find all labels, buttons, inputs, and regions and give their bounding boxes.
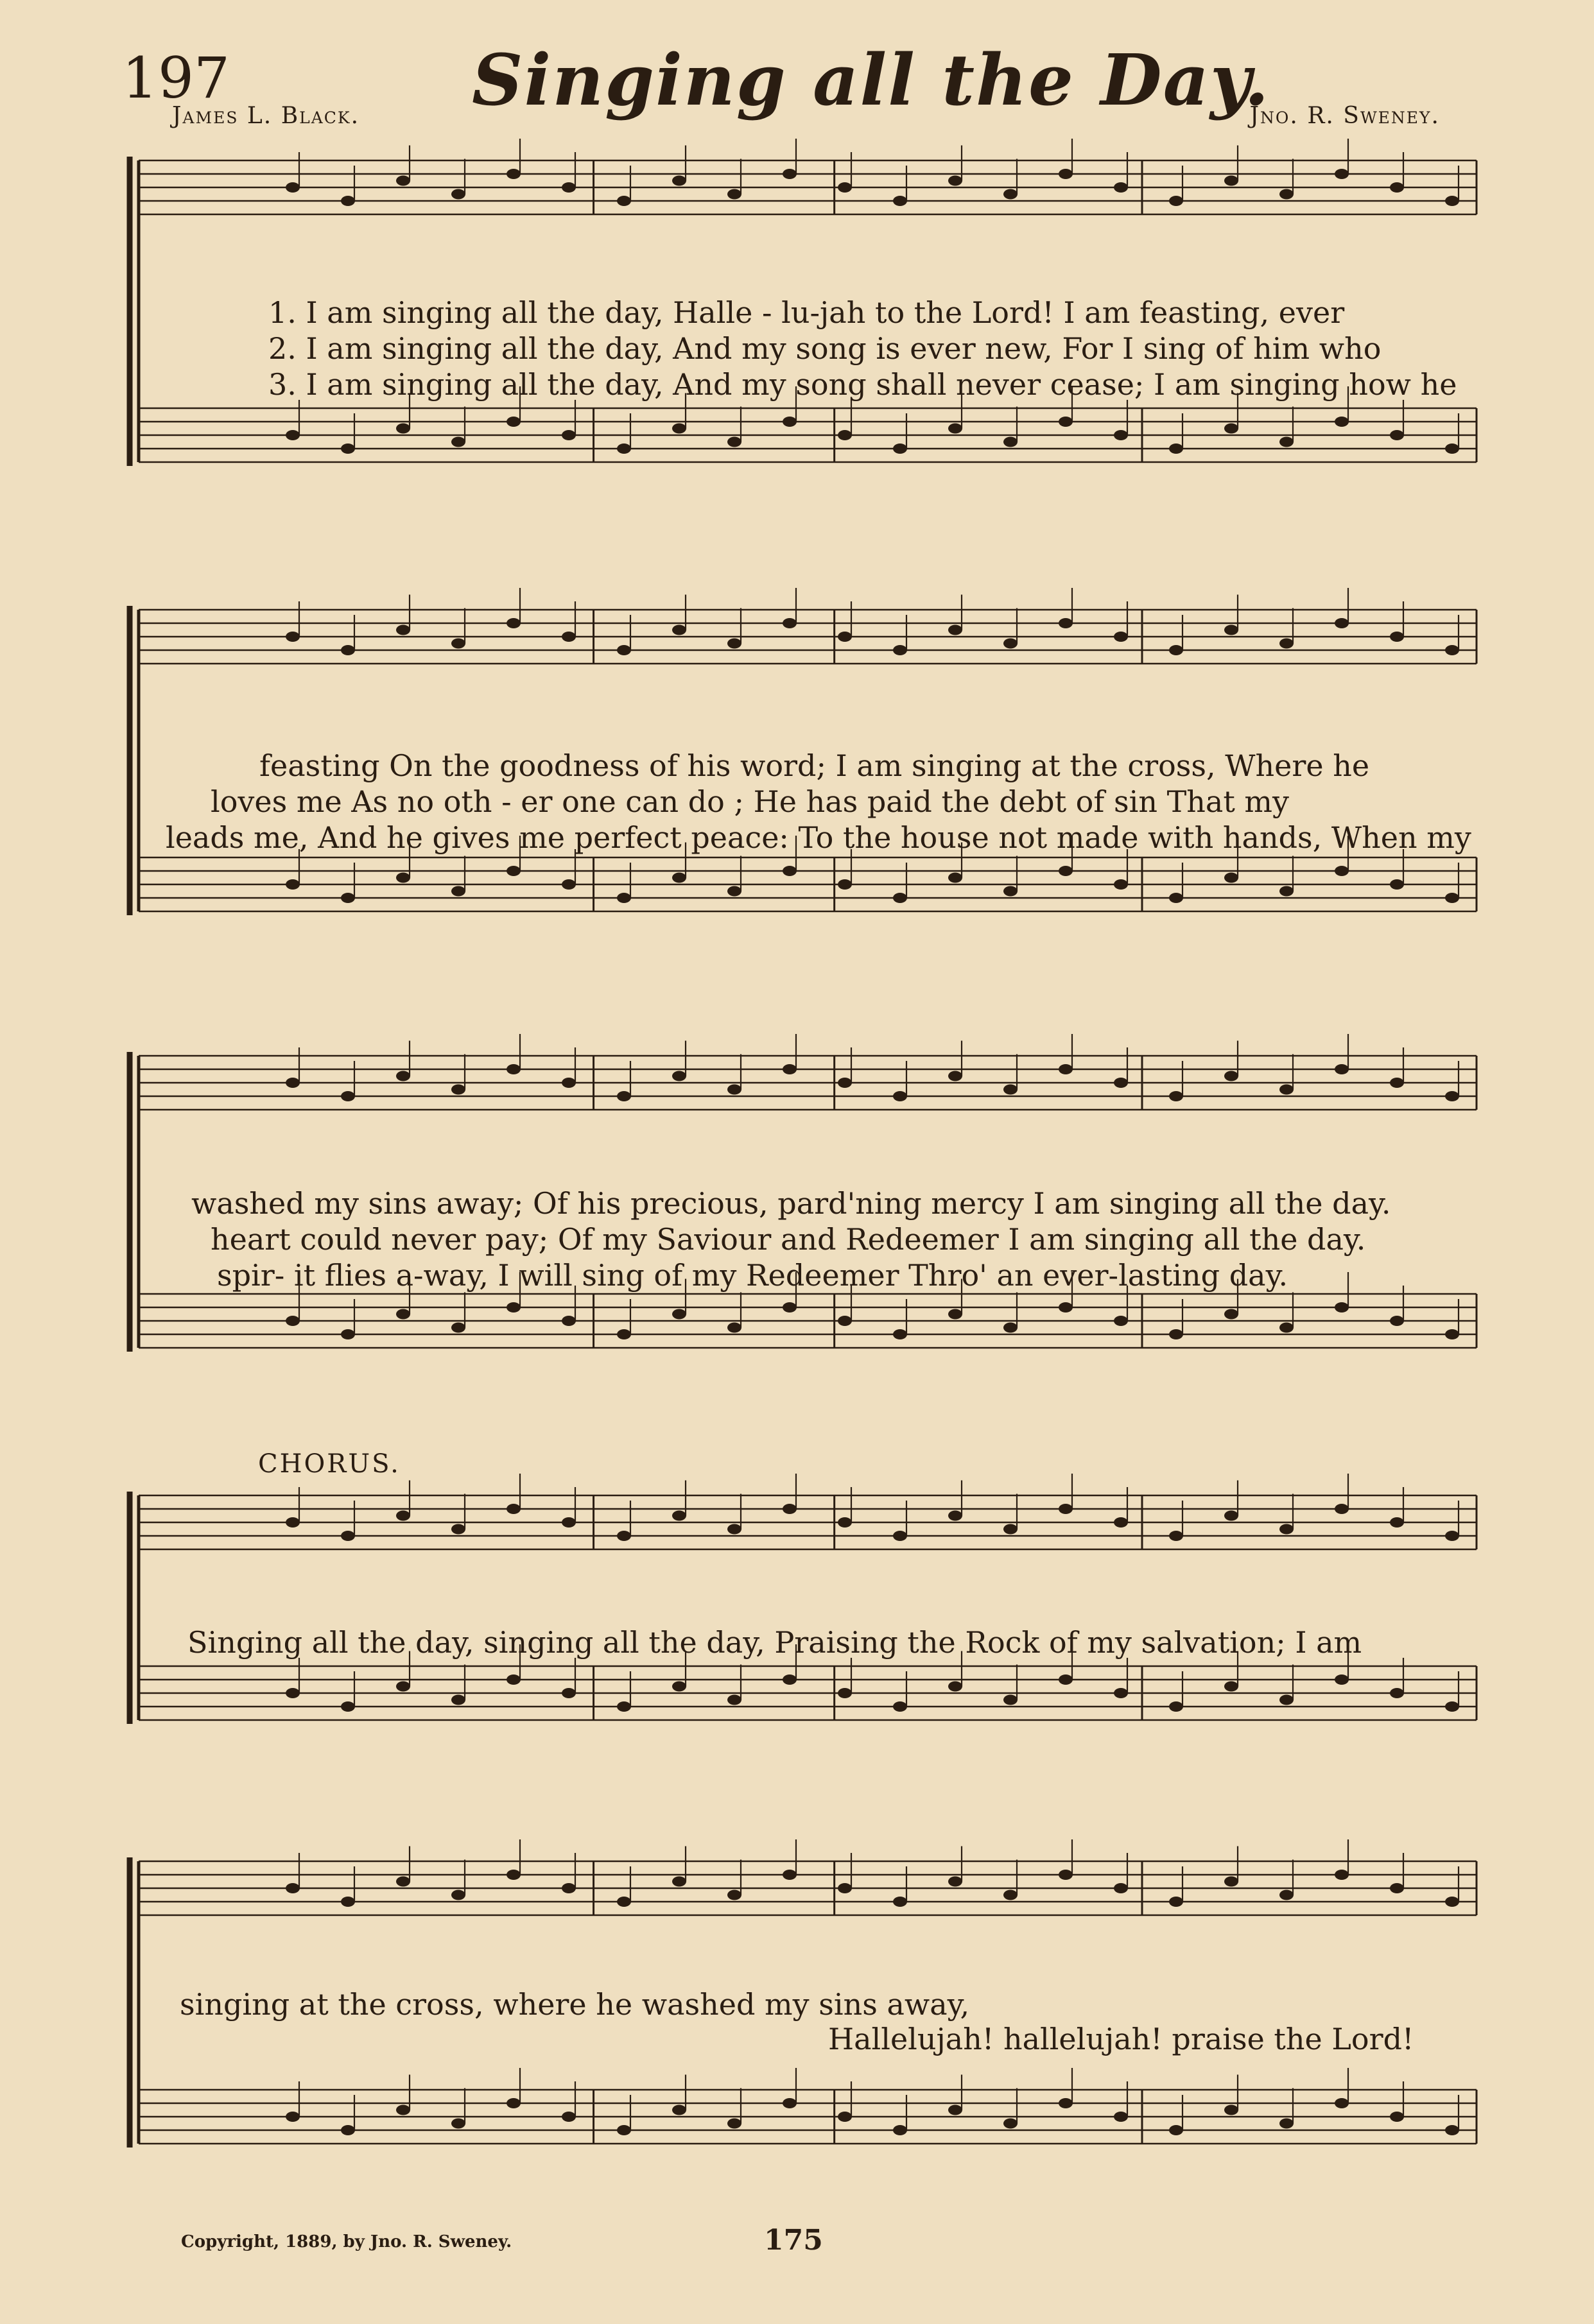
note-head bbox=[1059, 169, 1073, 179]
lyric-line: singing at the cross, where he washed my sins away, bbox=[180, 1987, 970, 2022]
note-head bbox=[1224, 1877, 1238, 1887]
note-head bbox=[1169, 1897, 1183, 1907]
note-head bbox=[1003, 437, 1018, 447]
note-head bbox=[562, 1688, 576, 1698]
note-head bbox=[1279, 1524, 1294, 1535]
note-head bbox=[562, 1883, 576, 1893]
copyright-notice: Copyright, 1889, by Jno. R. Sweney. bbox=[181, 2232, 512, 2251]
note-head bbox=[1390, 1078, 1404, 1088]
note-head bbox=[617, 1701, 631, 1712]
note-head bbox=[451, 437, 465, 447]
note-head bbox=[507, 866, 521, 876]
note-head bbox=[1445, 1701, 1459, 1712]
note-head bbox=[451, 1323, 465, 1333]
note-head bbox=[727, 1085, 741, 1095]
lyric-line: spir- it flies a-way, I will sing of my Redeemer Thro' an ever-lasting day. bbox=[217, 1258, 1288, 1293]
note-head bbox=[617, 2125, 631, 2135]
lyric-line: Singing all the day, singing all the day, Praising the Rock of my salvation; I am bbox=[187, 1625, 1362, 1660]
author-credit: James L. Black. bbox=[172, 103, 360, 129]
note-head bbox=[1003, 2119, 1018, 2129]
note-head bbox=[1445, 196, 1459, 206]
note-head bbox=[617, 196, 631, 206]
note-head bbox=[1114, 632, 1128, 642]
note-head bbox=[1279, 2119, 1294, 2129]
note-head bbox=[1335, 169, 1349, 179]
note-head bbox=[286, 182, 300, 193]
note-head bbox=[341, 196, 355, 206]
note-head bbox=[1445, 443, 1459, 454]
note-head bbox=[396, 873, 410, 883]
note-head bbox=[948, 1309, 962, 1320]
note-head bbox=[286, 1517, 300, 1528]
note-head bbox=[617, 893, 631, 903]
note-head bbox=[783, 1674, 797, 1685]
note-head bbox=[1390, 182, 1404, 193]
note-head bbox=[1169, 2125, 1183, 2135]
note-head bbox=[1390, 1316, 1404, 1326]
note-head bbox=[1445, 1531, 1459, 1541]
note-head bbox=[1224, 2105, 1238, 2115]
note-head bbox=[396, 176, 410, 186]
lyric-line: Hallelujah! hallelujah! praise the Lord! bbox=[828, 2022, 1414, 2056]
note-head bbox=[1059, 1504, 1073, 1514]
note-head bbox=[672, 873, 686, 883]
note-head bbox=[1059, 1302, 1073, 1313]
note-head bbox=[893, 196, 907, 206]
note-head bbox=[1003, 886, 1018, 897]
note-head bbox=[838, 1316, 852, 1326]
note-head bbox=[1003, 189, 1018, 200]
note-head bbox=[396, 625, 410, 635]
note-head bbox=[893, 1897, 907, 1907]
note-head bbox=[727, 2119, 741, 2129]
note-head bbox=[838, 879, 852, 890]
note-head bbox=[1224, 1682, 1238, 1692]
note-head bbox=[893, 1701, 907, 1712]
note-head bbox=[838, 1078, 852, 1088]
note-head bbox=[1279, 1323, 1294, 1333]
note-head bbox=[672, 176, 686, 186]
lyric-line: washed my sins away; Of his precious, pard'ning mercy I am singing all the day. bbox=[191, 1186, 1391, 1221]
note-head bbox=[838, 182, 852, 193]
note-head bbox=[783, 618, 797, 628]
lyric-line: loves me As no oth - er one can do ; He has paid the debt of sin That my bbox=[211, 784, 1290, 819]
note-head bbox=[838, 1883, 852, 1893]
note-head bbox=[783, 417, 797, 427]
note-head bbox=[1003, 1085, 1018, 1095]
note-head bbox=[1335, 1064, 1349, 1074]
note-head bbox=[1335, 866, 1349, 876]
note-head bbox=[507, 1504, 521, 1514]
note-head bbox=[1335, 618, 1349, 628]
note-head bbox=[1003, 1323, 1018, 1333]
note-head bbox=[507, 2098, 521, 2108]
note-head bbox=[341, 1329, 355, 1339]
note-head bbox=[1390, 1688, 1404, 1698]
note-head bbox=[286, 632, 300, 642]
note-head bbox=[1445, 1091, 1459, 1101]
note-head bbox=[341, 2125, 355, 2135]
note-head bbox=[1224, 1309, 1238, 1320]
note-head bbox=[948, 2105, 962, 2115]
note-head bbox=[341, 645, 355, 655]
note-head bbox=[672, 1682, 686, 1692]
note-head bbox=[1279, 886, 1294, 897]
note-head bbox=[727, 189, 741, 200]
note-head bbox=[1335, 1504, 1349, 1514]
note-head bbox=[838, 2112, 852, 2122]
note-head bbox=[562, 1517, 576, 1528]
note-head bbox=[1279, 639, 1294, 649]
note-head bbox=[286, 430, 300, 440]
note-head bbox=[617, 645, 631, 655]
note-head bbox=[893, 645, 907, 655]
note-head bbox=[1335, 1870, 1349, 1880]
note-head bbox=[783, 1064, 797, 1074]
note-head bbox=[451, 1524, 465, 1535]
note-head bbox=[1224, 176, 1238, 186]
note-head bbox=[727, 1323, 741, 1333]
note-head bbox=[396, 424, 410, 434]
note-head bbox=[1169, 1531, 1183, 1541]
lyric-line: leads me, And he gives me perfect peace: To the house not made with hands, When my bbox=[166, 820, 1471, 855]
note-head bbox=[948, 1682, 962, 1692]
note-head bbox=[396, 1511, 410, 1521]
note-head bbox=[286, 1078, 300, 1088]
note-head bbox=[1114, 1078, 1128, 1088]
note-head bbox=[727, 639, 741, 649]
note-head bbox=[727, 1890, 741, 1900]
note-head bbox=[727, 437, 741, 447]
note-head bbox=[1169, 645, 1183, 655]
note-head bbox=[1169, 893, 1183, 903]
note-head bbox=[727, 886, 741, 897]
note-head bbox=[1059, 1870, 1073, 1880]
note-head bbox=[1390, 632, 1404, 642]
note-head bbox=[948, 424, 962, 434]
note-head bbox=[893, 893, 907, 903]
note-head bbox=[1169, 196, 1183, 206]
page-number: 175 bbox=[764, 2224, 823, 2257]
note-head bbox=[1059, 1674, 1073, 1685]
note-head bbox=[1169, 443, 1183, 454]
note-head bbox=[1003, 1524, 1018, 1535]
lyric-line: 1. I am singing all the day, Halle - lu-jah to the Lord! I am feasting, ever bbox=[268, 295, 1345, 330]
note-head bbox=[1224, 873, 1238, 883]
note-head bbox=[1390, 879, 1404, 890]
note-head bbox=[1279, 1890, 1294, 1900]
chorus-label: CHORUS. bbox=[258, 1449, 401, 1479]
note-head bbox=[341, 1531, 355, 1541]
note-head bbox=[1390, 2112, 1404, 2122]
note-head bbox=[727, 1695, 741, 1705]
note-head bbox=[838, 1688, 852, 1698]
note-head bbox=[1114, 430, 1128, 440]
note-head bbox=[451, 1890, 465, 1900]
note-head bbox=[893, 1091, 907, 1101]
note-head bbox=[893, 443, 907, 454]
note-head bbox=[1003, 639, 1018, 649]
lyric-line: heart could never pay; Of my Saviour and Redeemer I am singing all the day. bbox=[211, 1222, 1366, 1257]
note-head bbox=[1169, 1091, 1183, 1101]
note-head bbox=[286, 1688, 300, 1698]
note-head bbox=[783, 1870, 797, 1880]
note-head bbox=[562, 632, 576, 642]
note-head bbox=[1224, 424, 1238, 434]
note-head bbox=[562, 1078, 576, 1088]
composer-credit: Jno. R. Sweney. bbox=[1249, 103, 1440, 129]
note-head bbox=[1114, 1517, 1128, 1528]
note-head bbox=[948, 873, 962, 883]
note-head bbox=[1003, 1695, 1018, 1705]
note-head bbox=[672, 625, 686, 635]
note-head bbox=[286, 879, 300, 890]
note-head bbox=[893, 1329, 907, 1339]
note-head bbox=[451, 189, 465, 200]
note-head bbox=[1335, 417, 1349, 427]
note-head bbox=[1335, 1302, 1349, 1313]
note-head bbox=[838, 430, 852, 440]
note-head bbox=[1279, 1085, 1294, 1095]
note-head bbox=[286, 2112, 300, 2122]
note-head bbox=[1279, 437, 1294, 447]
note-head bbox=[451, 2119, 465, 2129]
note-head bbox=[1169, 1701, 1183, 1712]
lyric-line: feasting On the goodness of his word; I am singing at the cross, Where he bbox=[259, 748, 1370, 783]
note-head bbox=[562, 1316, 576, 1326]
note-head bbox=[507, 1064, 521, 1074]
note-head bbox=[341, 1897, 355, 1907]
note-head bbox=[948, 1071, 962, 1081]
note-head bbox=[286, 1883, 300, 1893]
note-head bbox=[672, 1071, 686, 1081]
note-head bbox=[838, 1517, 852, 1528]
note-head bbox=[1059, 866, 1073, 876]
note-head bbox=[1169, 1329, 1183, 1339]
note-head bbox=[1445, 2125, 1459, 2135]
note-head bbox=[893, 1531, 907, 1541]
note-head bbox=[1279, 1695, 1294, 1705]
note-head bbox=[1003, 1890, 1018, 1900]
note-head bbox=[1224, 1511, 1238, 1521]
note-head bbox=[1335, 2098, 1349, 2108]
note-head bbox=[1114, 879, 1128, 890]
note-head bbox=[507, 1302, 521, 1313]
note-head bbox=[286, 1316, 300, 1326]
note-head bbox=[1279, 189, 1294, 200]
note-head bbox=[1114, 182, 1128, 193]
note-head bbox=[1445, 893, 1459, 903]
note-head bbox=[451, 639, 465, 649]
note-head bbox=[1114, 1688, 1128, 1698]
note-head bbox=[507, 417, 521, 427]
note-head bbox=[396, 2105, 410, 2115]
note-head bbox=[451, 1085, 465, 1095]
note-head bbox=[783, 1302, 797, 1313]
note-head bbox=[838, 632, 852, 642]
note-head bbox=[341, 443, 355, 454]
note-head bbox=[948, 625, 962, 635]
note-head bbox=[507, 1870, 521, 1880]
note-head bbox=[451, 1695, 465, 1705]
note-head bbox=[783, 866, 797, 876]
note-head bbox=[396, 1682, 410, 1692]
note-head bbox=[341, 1091, 355, 1101]
note-head bbox=[672, 2105, 686, 2115]
note-head bbox=[617, 1531, 631, 1541]
note-head bbox=[1114, 2112, 1128, 2122]
note-head bbox=[672, 1877, 686, 1887]
note-head bbox=[507, 169, 521, 179]
note-head bbox=[783, 1504, 797, 1514]
note-head bbox=[1224, 625, 1238, 635]
note-head bbox=[1114, 1883, 1128, 1893]
note-head bbox=[1224, 1071, 1238, 1081]
note-head bbox=[562, 182, 576, 193]
note-head bbox=[1445, 1897, 1459, 1907]
note-head bbox=[1390, 430, 1404, 440]
hymn-title: Singing all the Day. bbox=[472, 39, 1270, 121]
note-head bbox=[1445, 1329, 1459, 1339]
note-head bbox=[948, 176, 962, 186]
note-head bbox=[1335, 1674, 1349, 1685]
note-head bbox=[341, 893, 355, 903]
note-head bbox=[1114, 1316, 1128, 1326]
note-head bbox=[617, 1897, 631, 1907]
note-head bbox=[783, 2098, 797, 2108]
note-head bbox=[396, 1877, 410, 1887]
lyric-line: 2. I am singing all the day, And my song is ever new, For I sing of him who bbox=[268, 331, 1382, 366]
note-head bbox=[507, 1674, 521, 1685]
note-head bbox=[1445, 645, 1459, 655]
note-head bbox=[1390, 1883, 1404, 1893]
note-head bbox=[617, 1091, 631, 1101]
note-head bbox=[727, 1524, 741, 1535]
lyric-line: 3. I am singing all the day, And my song shall never cease; I am singing how he bbox=[268, 367, 1457, 402]
note-head bbox=[507, 618, 521, 628]
note-head bbox=[396, 1309, 410, 1320]
note-head bbox=[672, 1511, 686, 1521]
note-head bbox=[562, 2112, 576, 2122]
note-head bbox=[1059, 2098, 1073, 2108]
note-head bbox=[451, 886, 465, 897]
note-head bbox=[672, 1309, 686, 1320]
note-head bbox=[1059, 618, 1073, 628]
note-head bbox=[672, 424, 686, 434]
note-head bbox=[893, 2125, 907, 2135]
note-head bbox=[948, 1511, 962, 1521]
note-head bbox=[948, 1877, 962, 1887]
note-head bbox=[1059, 1064, 1073, 1074]
note-head bbox=[617, 1329, 631, 1339]
note-head bbox=[1059, 417, 1073, 427]
note-head bbox=[562, 430, 576, 440]
note-head bbox=[617, 443, 631, 454]
note-head bbox=[1390, 1517, 1404, 1528]
note-head bbox=[341, 1701, 355, 1712]
note-head bbox=[562, 879, 576, 890]
note-head bbox=[396, 1071, 410, 1081]
hymn-number: 197 bbox=[122, 45, 230, 111]
note-head bbox=[783, 169, 797, 179]
